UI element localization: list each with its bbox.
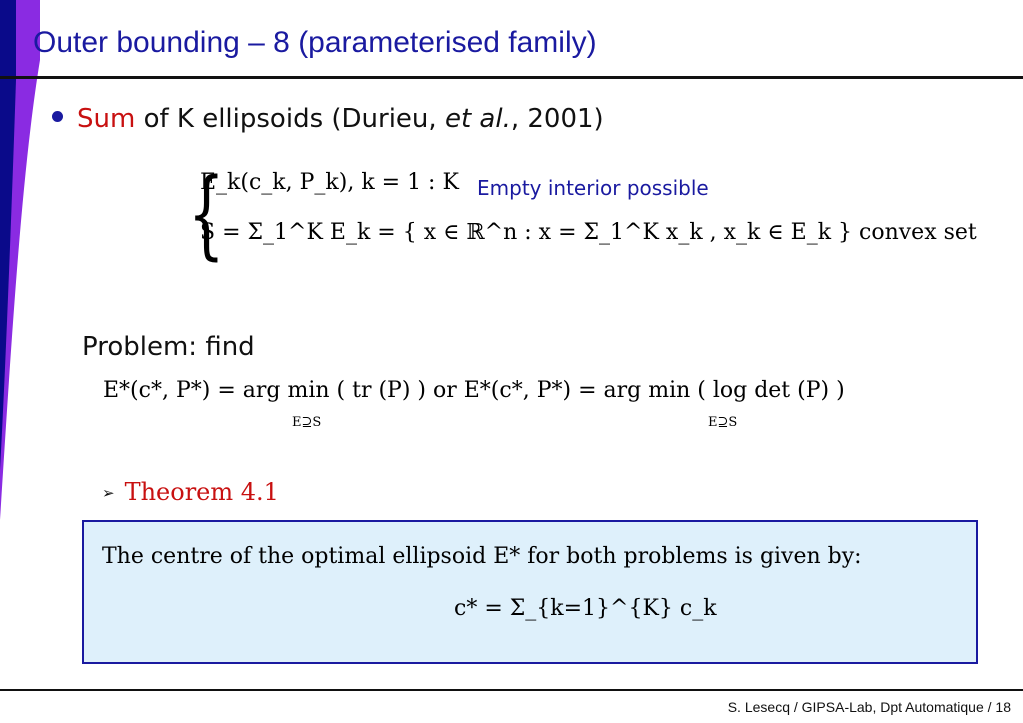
footer-rule	[0, 689, 1023, 691]
argmin-constraint-left: E⊇S	[292, 415, 322, 430]
theorem-box	[82, 520, 978, 664]
arrow-bullet-icon: ➢	[102, 484, 115, 502]
bullet-italic: et al.	[444, 104, 511, 134]
bullet-end: , 2001)	[510, 104, 604, 134]
footer-text: S. Lesecq / GIPSA-Lab, Dpt Automatique / 18	[727, 699, 1011, 715]
bullet-sum-of-ellipsoids	[52, 104, 604, 134]
title-rule	[0, 76, 1023, 79]
problem-label: Problem: find	[82, 332, 255, 362]
theorem-heading	[102, 478, 279, 506]
theorem-label: Theorem 4.1	[124, 478, 279, 506]
definition-brace: {	[188, 158, 225, 270]
definition-line-1: E_k(c_k, P_k), k = 1 : K	[200, 170, 459, 195]
slide-title: Outer bounding – 8 (parameterised family)	[33, 26, 597, 59]
bullet-highlight: Sum	[77, 104, 136, 134]
bullet-text: of K ellipsoids (Durieu,	[135, 104, 445, 134]
argmin-constraint-right: E⊇S	[708, 415, 738, 430]
theorem-formula: c* = Σ_{k=1}^{K} c_k	[454, 596, 717, 621]
bullet-dot-icon	[52, 111, 63, 122]
theorem-statement: The centre of the optimal ellipsoid E* for both problems is given by:	[102, 544, 862, 569]
empty-interior-note: Empty interior possible	[477, 176, 709, 200]
problem-equation: E*(c*, P*) = arg min ( tr (P) ) or E*(c*, P*) = arg min ( log det (P) )	[103, 378, 845, 403]
definition-line-2: S = Σ_1^K E_k = { x ∈ ℝ^n : x = Σ_1^K x_k , x_k ∈ E_k } convex set	[200, 220, 977, 245]
